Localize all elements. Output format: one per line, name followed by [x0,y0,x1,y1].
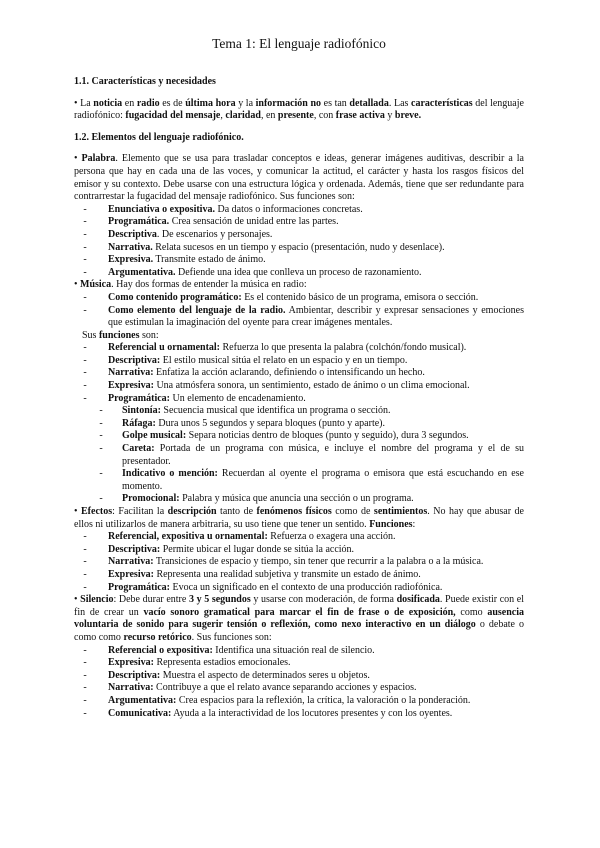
bold-text: Argumentativa. [108,266,176,278]
text: Un elemento de encadenamiento. [170,392,306,404]
bold-text: Programática: [108,581,171,593]
programatica-subfunction-item [116,430,524,443]
bold-text: dosificada [396,594,440,606]
bold-text: Sintonía: [122,405,161,417]
palabra-function-item [102,216,524,229]
text: Defiende una idea que conlleva un proceso de razonamiento. [175,266,422,278]
bold-text: Referencial o expositiva: [108,644,213,656]
bold-text: Como elemento del lenguaje de la radio. [108,304,286,316]
palabra-functions-list [74,204,524,280]
text: Representa estadios emocionales. [153,657,291,669]
programatica-subfunction-item [116,493,524,506]
bold-text: Golpe musical: [122,430,187,442]
musica-function-item [102,367,524,380]
bold-text: Enunciativa o expositiva. [108,203,215,215]
text: y la [235,97,256,109]
musica-function-item [102,342,524,355]
efectos-function-item [102,582,524,595]
text: : Facilitan la [112,506,168,517]
text: y [384,110,395,122]
bold-text: Música [80,279,112,291]
bold-text: Indicativo o mención: [122,468,218,480]
programatica-subfunction-item [116,405,524,418]
bold-text: Descriptiva: [108,354,161,366]
text: , con [313,110,336,122]
silencio-paragraph [74,594,524,644]
text: Secuencia musical que identifica un programa o sección. [160,405,391,417]
text: Contribuye a que el relato avance separando acciones y espacios. [153,682,417,694]
text: en [122,97,137,109]
text: Da datos o informaciones concretas. [214,203,363,215]
bold-text: información no [255,97,322,109]
text: • [74,506,82,517]
text: Crea espacios para la reflexión, la crítica, la valoración o la ponderación. [176,694,471,706]
text: Separa noticias dentro de bloques (punto y seguido), dura 3 segundos. [186,430,469,442]
text: Permite ubicar el lugar donde se sitúa la acción. [160,543,355,555]
text: , [220,110,226,122]
bold-text: Descriptiva [108,228,157,240]
bold-text: Expresiva: [108,657,154,669]
bold-text: Descriptiva: [108,669,161,681]
bold-text: Narrativa: [108,367,154,379]
text: son: [139,329,159,341]
bold-text: Funciones [369,518,413,530]
palabra-function-item [102,267,524,280]
text: Ambientar, describir y expresar sensaciones y emociones que estimulan la imaginación del oyente para crear imágenes mentales. [108,304,524,329]
silencio-functions-list [74,645,524,721]
bold-text: Narrativa: [108,556,154,568]
text: Relata sucesos en un tiempo y espacio (presentación, nudo y desenlace). [152,241,445,253]
bold-text: fenómenos físicos [256,506,332,517]
text: como de [331,506,374,517]
musica-function-item [102,355,524,368]
musica-form-item [102,292,524,305]
text: Refuerza o exagera una acción. [267,531,396,543]
bold-text: funciones [98,329,140,341]
bold-text: presente [277,110,314,122]
bold-text: vacío sonoro gramatical para marcar el fin de frase o de exposición, [143,606,456,618]
text: Palabra y música que anuncia una sección o un programa. [179,493,414,505]
bold-text: Promocional: [122,493,180,505]
text: Transmite estado de ánimo. [153,254,266,266]
bold-text: Silencio [80,594,114,606]
silencio-function-item [102,645,524,658]
page-title: Tema 1: El lenguaje radiofónico [212,36,386,51]
silencio-function-item [102,695,524,708]
palabra-function-item [102,254,524,267]
musica-functions-list [74,342,524,405]
text: . Hay dos formas de entender la música en radio: [111,279,307,291]
musica-forms-list [74,292,524,330]
section-heading-elements: 1.2. Elementos del lenguaje radiofónico. [74,131,244,143]
text: . No hay que abusar de ellos ni utilizarlos de manera arbitraria, su uso tiene que tener un sentido. [74,506,524,530]
palabra-function-item [102,204,524,217]
bold-text: Referencial, expositiva u ornamental: [108,531,268,543]
bold-text: detallada [349,97,389,109]
efectos-function-item [102,569,524,582]
efectos-function-item [102,531,524,544]
text: es tan [321,97,350,109]
efectos-function-item [102,556,524,569]
text: • La [74,97,94,109]
bold-text: Narrativa. [108,241,153,253]
text: • [74,594,81,606]
text: o debate o como como [74,619,525,643]
palabra-function-item [102,242,524,255]
bold-text: última hora [185,97,236,109]
musica-paragraph [74,279,524,292]
bold-text: Comunicativa: [108,707,172,719]
bold-text: radio [136,97,160,109]
bold-text: breve. [394,110,422,122]
text: y usarse con moderación, de forma [250,594,397,606]
programatica-subfunctions-list [74,405,524,506]
bold-text: sentimientos [373,506,428,517]
bold-text: 3 y 5 segundos [188,594,251,606]
section-heading-characteristics: 1.1. Características y necesidades [74,76,216,87]
bold-text: Descriptiva: [108,543,161,555]
text: : [412,518,416,530]
bold-text: Expresiva: [108,380,154,392]
silencio-function-item [102,682,524,695]
bold-text: ausencia voluntaria de sonido para sugerir tensión o reflexión, como nexo interactivo en un diálogo [74,606,524,631]
efectos-function-item [102,544,524,557]
text: Identifica una situación real de silencio. [212,644,375,656]
text: . Puede existir con el fin de crear un [74,594,524,618]
text: • [74,153,82,165]
text: Portada de un programa con música, e incluye el nombre del programa y el de su presentador. [122,443,524,467]
text: Una atmósfera sonora, un sentimiento, estado de ánimo o un clima emocional. [153,380,470,392]
musica-function-item [102,393,524,406]
text: El estilo musical sitúa el relato en un espacio y en un tiempo. [160,354,408,366]
text: Representa una realidad subjetiva y transmite un estado de ánimo. [153,568,421,580]
characteristics-paragraph [74,98,524,123]
text: Crea sensación de unidad entre las partes. [169,216,339,228]
palabra-paragraph [74,153,524,203]
text: Evoca un significado en el contexto de una producción radiofónica. [170,581,443,593]
bold-text: descripción [167,506,217,517]
programatica-subfunction-item [116,418,524,431]
text: Sus [82,329,99,341]
text: Ayuda a la interactividad de los locutores presentes y con los oyentes. [171,707,453,719]
text: . Las [388,97,412,109]
bold-text: noticia [93,97,123,109]
bold-text: Expresiva. [108,254,154,266]
bold-text: frase activa [335,110,385,122]
efectos-functions-list [74,531,524,594]
musica-functions-intro [74,330,524,343]
text: . Elemento que se usa para trasladar conceptos e ideas, generar imágenes auditivas, describir a la persona que hay en cada una de las voces, y comunicar la actitud, el carácter y hasta los rasgos físicos del emisor y su contexto. Debe usarse con una estructura lógica y ordenada. Además, tiene que ser redundante para contrarrestar la fugacidad del mensaje radiofónico. Sus funciones son: [74,153,524,203]
silencio-function-item [102,670,524,683]
text: . De escenarios y personajes. [156,228,273,240]
text: como [455,606,488,618]
bold-text: Como contenido programático: [108,291,242,303]
text: • [74,279,81,291]
musica-function-item [102,380,524,393]
bold-text: Expresiva: [108,568,154,580]
bold-text: Argumentativa: [108,694,177,706]
text: es de [159,97,186,109]
silencio-function-item [102,708,524,721]
bold-text: recurso retórico [123,631,192,643]
text: del lenguaje radiofónico: [74,97,524,122]
bold-text: Narrativa: [108,682,154,694]
text: Refuerza lo que presenta la palabra (colchón/fondo musical). [220,342,467,354]
text: Recuerdan al oyente el programa o emisora que está escuchando en ese momento. [122,468,524,492]
text: . Sus funciones son: [191,631,272,643]
bold-text: fugacidad del mensaje [125,110,221,122]
bold-text: Programática: [108,392,171,404]
text: Es el contenido básico de un programa, emisora o sección. [241,291,479,303]
palabra-function-item [102,229,524,242]
bold-text: Referencial u ornamental: [108,342,221,354]
bold-text: Ráfaga: [122,417,156,429]
text: tanto de [216,506,257,517]
bold-text: Careta: [122,443,155,455]
bold-text: Efectos [81,506,113,517]
bold-text: Palabra [81,153,116,165]
text: Enfatiza la acción aclarando, definiendo o intensificando un hecho. [153,367,425,379]
bold-text: Programática. [108,216,170,228]
bold-text: características [411,97,473,109]
bold-text: claridad [225,110,261,122]
efectos-paragraph [74,506,524,531]
text: , en [260,110,278,122]
text: : Debe durar entre [113,594,189,606]
musica-form-item [102,305,524,330]
programatica-subfunction-item [116,468,524,493]
silencio-function-item [102,657,524,670]
programatica-subfunction-item [116,443,524,468]
text: Dura unos 5 segundos y separa bloques (punto y aparte). [155,417,386,429]
text: Transiciones de espacio y tiempo, sin tener que recurrir a la palabra o a la música. [153,556,484,568]
text: Muestra el aspecto de determinados seres u objetos. [160,669,370,681]
